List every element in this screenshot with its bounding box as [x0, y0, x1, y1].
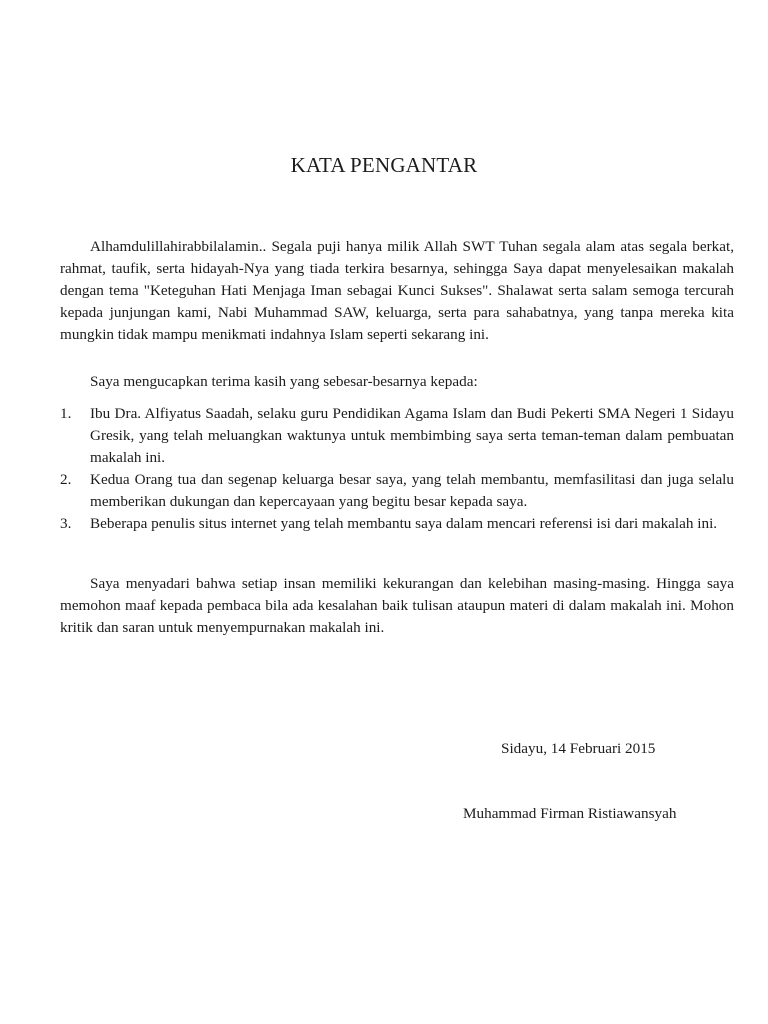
author-name: Muhammad Firman Ristiawansyah: [463, 805, 677, 822]
list-item-number: 2.: [60, 471, 72, 488]
thanks-intro-paragraph: Saya mengucapkan terima kasih yang sebesar-besarnya kepada:: [90, 373, 478, 390]
list-item-text: Beberapa penulis situs internet yang telah membantu saya dalam mencari referensi isi dari makalah ini.: [90, 515, 718, 532]
list-item: [60, 513, 734, 535]
list-item: [60, 403, 734, 469]
list-item: [60, 469, 734, 513]
closing-paragraph: Saya menyadari bahwa setiap insan memiliki kekurangan dan kelebihan masing-masing. Hingga saya memohon maaf kepada pembaca bila ada kesalahan baik tulisan ataupun materi di dalam makalah ini. Mohon kritik dan saran untuk menyempurnakan makalah ini.: [60, 575, 734, 636]
list-item-text: Kedua Orang tua dan segenap keluarga besar saya, yang telah membantu, memfasilitasi dan juga selalu memberikan dukungan dan kepercayaan yang begitu besar kepada saya.: [90, 471, 734, 510]
opening-paragraph-block: [60, 236, 734, 346]
list-item-number: 3.: [60, 515, 72, 532]
closing-paragraph-block: [60, 573, 734, 639]
list-item-number: 1.: [60, 405, 72, 422]
opening-paragraph: Alhamdulillahirabbilalamin.. Segala puji hanya milik Allah SWT Tuhan segala alam atas segala berkat, rahmat, taufik, serta hidayah-Nya yang tiada terkira besarnya, sehingga Saya dapat menyelesaikan makalah dengan tema "Keteguhan Hati Menjaga Iman sebagai Kunci Sukses". Shalawat serta salam semoga tercurah kepada junjungan kami, Nabi Muhammad SAW, keluarga, serta para sahabatnya, yang tanpa mereka kita mungkin tidak mampu menikmati indahnya Islam seperti sekarang ini.: [60, 238, 734, 343]
document-title: KATA PENGANTAR: [290, 153, 478, 177]
thanks-intro-block: [60, 371, 734, 393]
thanks-list: [60, 403, 734, 535]
place-date: Sidayu, 14 Februari 2015: [501, 740, 656, 757]
list-item-text: Ibu Dra. Alfiyatus Saadah, selaku guru Pendidikan Agama Islam dan Budi Pekerti SMA Negeri 1 Sidayu Gresik, yang telah meluangkan waktunya untuk membimbing saya serta teman-teman dalam pembuatan makalah ini.: [90, 405, 734, 466]
